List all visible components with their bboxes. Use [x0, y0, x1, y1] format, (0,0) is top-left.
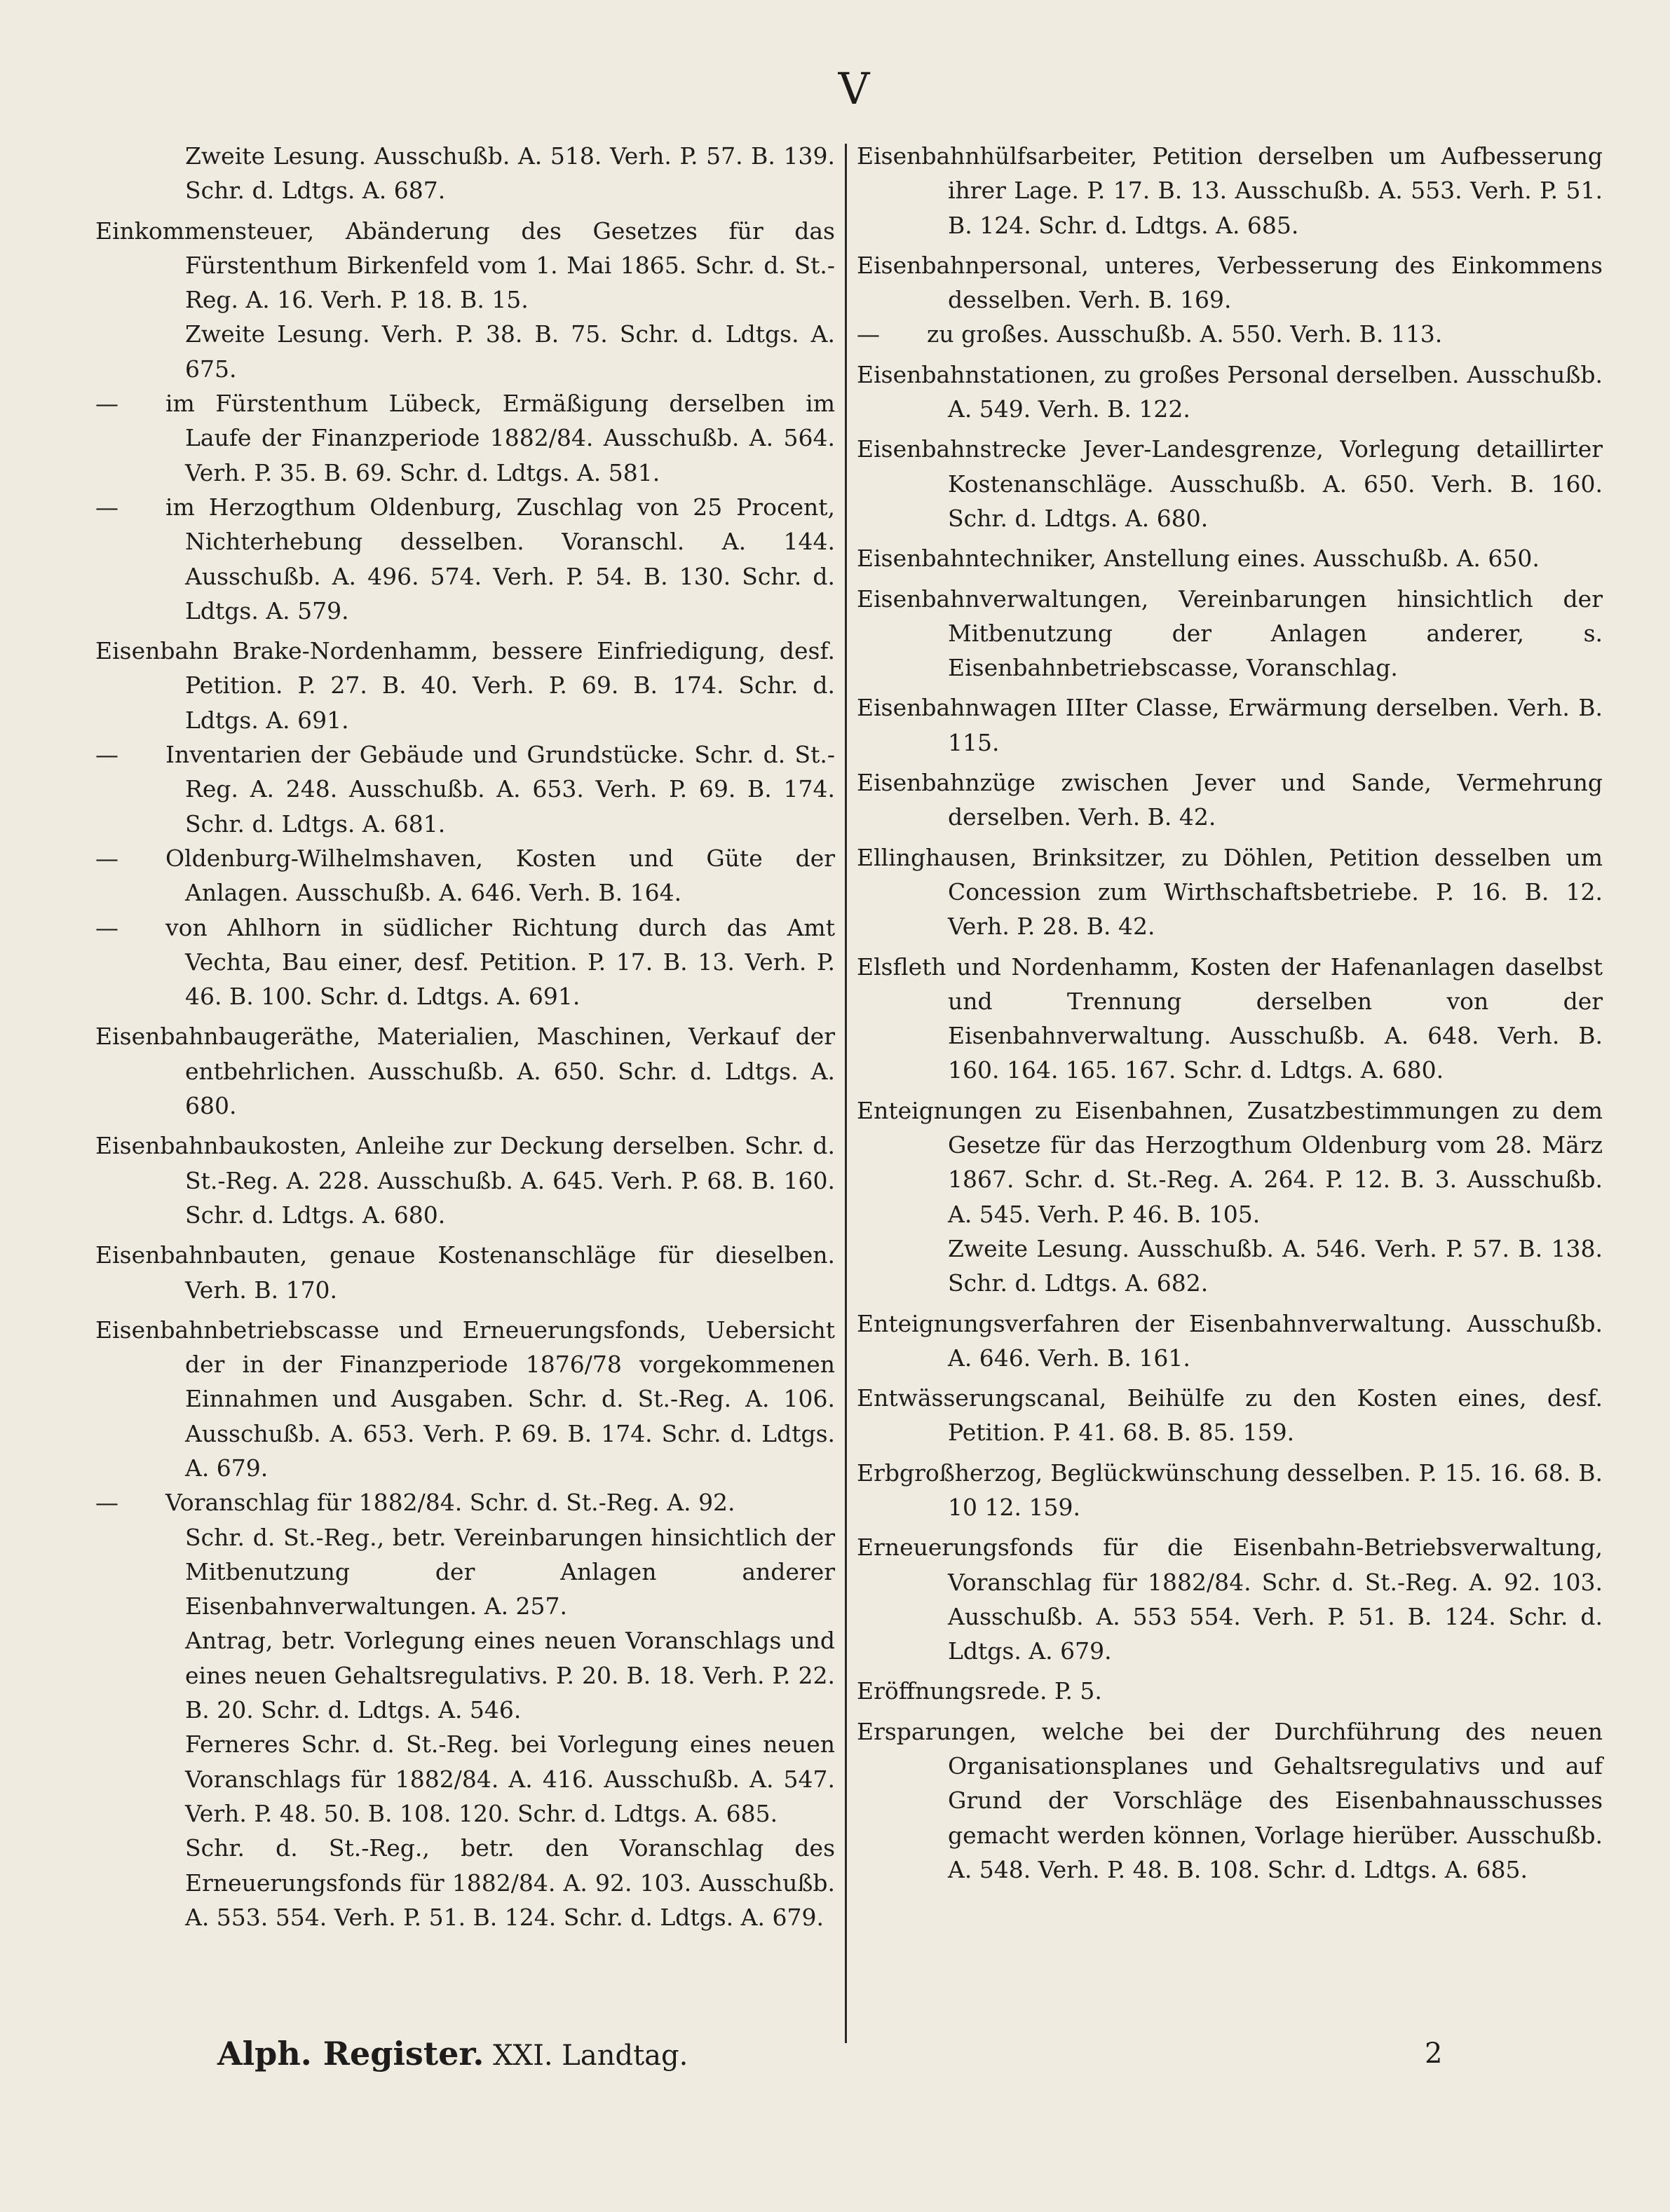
index-entry: [857, 582, 1603, 685]
ditto-dash: —: [95, 913, 118, 941]
index-entry-text: Eisenbahn Brake-Nordenhamm, bessere Einfriedigung, desf. Petition. P. 27. B. 40. Verh. P. 69. B. 174. Schr. d. Ldtgs. A. 691.: [95, 637, 835, 734]
index-entry-text: Schr. d. St.-Reg., betr. den Voranschlag des Erneuerungsfonds für 1882/84. A. 92. 103. Ausschußb. A. 553. 554. Verh. P. 51. B. 124. Schr. d. Ldtgs. A. 679.: [185, 1834, 835, 1931]
index-entry: [95, 317, 835, 386]
ditto-dash: —: [857, 320, 880, 348]
ditto-dash: —: [95, 390, 118, 418]
index-entry-text: Voranschlag für 1882/84. Schr. d. St.-Reg. A. 92.: [165, 1489, 735, 1517]
index-entry: [95, 1485, 835, 1520]
index-entry: [857, 1674, 1603, 1708]
index-entry: [857, 765, 1603, 835]
index-entry-text: Oldenburg-Wilhelmshaven, Kosten und Güte der Anlagen. Ausschußb. A. 646. Verh. B. 164.: [165, 844, 835, 907]
index-entry-text: Elsfleth und Nordenhamm, Kosten der Hafenanlagen daselbst und Trennung derselben von der Eisenbahnverwaltung. Ausschußb. A. 648. Verh. B. 160. 164. 165. 167. Schr. d. Ldtgs. A. 680.: [857, 953, 1603, 1084]
ditto-dash: —: [95, 1489, 118, 1517]
page-number: V: [838, 63, 870, 114]
index-entry-text: Erneuerungsfonds für die Eisenbahn-Betriebsverwaltung, Voranschlag für 1882/84. Schr. d. St.-Reg. A. 92. 103. Ausschußb. A. 553 554. Verh. P. 51. B. 124. Schr. d. Ldtgs. A. 679.: [857, 1534, 1603, 1665]
left-column: [95, 139, 835, 1934]
index-entry: [95, 1623, 835, 1727]
sheet-signature: 2: [1425, 2037, 1443, 2070]
index-entry: [857, 1714, 1603, 1887]
index-entry-text: Eisenbahnstrecke Jever-Landesgrenze, Vorlegung detaillirter Kostenanschläge. Ausschußb. A. 650. Verh. B. 160. Schr. d. Ldtgs. A. 680.: [857, 435, 1603, 532]
index-entry-text: Eisenbahntechniker, Anstellung eines. Ausschußb. A. 650.: [857, 545, 1540, 573]
index-entry: [857, 840, 1603, 944]
index-entry: [95, 841, 835, 910]
index-entry: [857, 1530, 1603, 1668]
index-entry-text: von Ahlhorn in südlicher Richtung durch das Amt Vechta, Bau einer, desf. Petition. P. 17. B. 13. Verh. P. 46. B. 100. Schr. d. Ldtgs. A. 691.: [165, 913, 835, 1011]
index-entry: [857, 1456, 1603, 1525]
index-entry-text: Einkommensteuer, Abänderung des Gesetzes für das Fürstenthum Birkenfeld vom 1. Mai 1865. Schr. d. St.-Reg. A. 16. Verh. P. 18. B. 15.: [95, 217, 835, 314]
index-entry: [857, 139, 1603, 243]
index-entry-text: Eisenbahnpersonal, unteres, Verbesserung des Einkommens desselben. Verh. B. 169.: [857, 251, 1603, 314]
index-entry: [95, 1727, 835, 1831]
ditto-dash: —: [95, 741, 118, 769]
index-entry-text: Zweite Lesung. Ausschußb. A. 546. Verh. P. 57. B. 138. Schr. d. Ldtgs. A. 682.: [948, 1234, 1603, 1297]
index-entry: [95, 139, 835, 208]
index-entry-text: Eisenbahnwagen IIIter Classe, Erwärmung derselben. Verh. B. 115.: [857, 694, 1603, 756]
column-divider: [845, 144, 847, 2043]
index-entry-text: Eisenbahnbaugeräthe, Materialien, Maschinen, Verkauf der entbehrlichen. Ausschußb. A. 650. Schr. d. Ldtgs. A. 680.: [95, 1023, 835, 1120]
index-entry: [95, 1831, 835, 1934]
index-entry-text: Ellinghausen, Brinksitzer, zu Döhlen, Petition desselben um Concession zum Wirthschaftsbetriebe. P. 16. B. 12. Verh. P. 28. B. 42.: [857, 843, 1603, 941]
index-entry: [857, 248, 1603, 318]
right-column: [857, 139, 1603, 1887]
index-entry-text: Eisenbahnstationen, zu großes Personal derselben. Ausschußb. A. 549. Verh. B. 122.: [857, 360, 1603, 423]
index-entry-text: Antrag, betr. Vorlegung eines neuen Voranschlags und eines neuen Gehaltsregulativs. P. 20. B. 18. Verh. P. 22. B. 20. Schr. d. Ldtgs. A. 546.: [185, 1627, 835, 1724]
index-entry: [95, 490, 835, 628]
register-label: Alph. Register.: [217, 2035, 484, 2073]
index-entry: [857, 357, 1603, 427]
index-entry-text: Enteignungen zu Eisenbahnen, Zusatzbestimmungen zu dem Gesetze für das Herzogthum Oldenburg vom 28. März 1867. Schr. d. St.-Reg. A. 264. P. 12. B. 3. Ausschußb. A. 545. Verh. P. 46. B. 105.: [857, 1096, 1603, 1228]
ditto-dash: —: [95, 844, 118, 872]
index-entry: [857, 690, 1603, 760]
index-entry: [95, 1019, 835, 1123]
index-entry-text: Schr. d. St.-Reg., betr. Vereinbarungen hinsichtlich der Mitbenutzung der Anlagen anderer Eisenbahnverwaltungen. A. 257.: [185, 1523, 835, 1620]
index-entry-text: im Herzogthum Oldenburg, Zuschlag von 25 Procent, Nichterhebung desselben. Voranschl. A. 144. Ausschußb. A. 496. 574. Verh. P. 54. B. 130. Schr. d. Ldtgs. A. 579.: [165, 493, 835, 624]
index-entry: [95, 1128, 835, 1232]
index-entry: [857, 317, 1603, 351]
index-entry: [95, 634, 835, 737]
index-entry: [857, 950, 1603, 1088]
index-entry: [857, 1306, 1603, 1376]
index-entry: [95, 910, 835, 1014]
index-entry: [857, 1093, 1603, 1231]
index-entry-text: Eisenbahnbauten, genaue Kostenanschläge für dieselben. Verh. B. 170.: [95, 1241, 835, 1304]
index-entry-text: Eisenbahnhülfsarbeiter, Petition derselben um Aufbesserung ihrer Lage. P. 17. B. 13. Ausschußb. A. 553. Verh. P. 51. B. 124. Schr. d. Ldtgs. A. 685.: [857, 142, 1603, 239]
index-entry: [95, 1238, 835, 1307]
index-entry-text: Eröffnungsrede. P. 5.: [857, 1677, 1102, 1705]
index-entry-text: Inventarien der Gebäude und Grundstücke. Schr. d. St.-Reg. A. 248. Ausschußb. A. 653. Verh. P. 69. B. 174. Schr. d. Ldtgs. A. 681.: [165, 741, 835, 838]
index-entry: [95, 737, 835, 841]
index-entry: [857, 1381, 1603, 1450]
index-entry-text: Ferneres Schr. d. St.-Reg. bei Vorlegung eines neuen Voranschlags für 1882/84. A. 416. Ausschußb. A. 547. Verh. P. 48. 50. B. 108. 120. Schr. d. Ldtgs. A. 685.: [185, 1730, 835, 1827]
ditto-dash: —: [95, 493, 118, 521]
index-entry-text: im Fürstenthum Lübeck, Ermäßigung derselben im Laufe der Finanzperiode 1882/84. Ausschußb. A. 564. Verh. P. 35. B. 69. Schr. d. Ldtgs. A. 581.: [165, 390, 835, 486]
index-entry-text: Entwässerungscanal, Beihülfe zu den Kosten eines, desf. Petition. P. 41. 68. B. 85. 159.: [857, 1384, 1603, 1447]
index-entry-text: Ersparungen, welche bei der Durchführung des neuen Organisationsplanes und Gehaltsregulativs und auf Grund der Vorschläge des Eisenbahnausschusses gemacht werden können, Vorlage hierüber. Ausschußb. A. 548. Verh. P. 48. B. 108. Schr. d. Ldtgs. A. 685.: [857, 1717, 1603, 1883]
index-entry-text: Eisenbahnbaukosten, Anleihe zur Deckung derselben. Schr. d. St.-Reg. A. 228. Ausschußb. A. 645. Verh. P. 68. B. 160. Schr. d. Ldtgs. A. 680.: [95, 1132, 835, 1229]
index-entry: [95, 1520, 835, 1624]
index-entry-text: Enteignungsverfahren der Eisenbahnverwaltung. Ausschußb. A. 646. Verh. B. 161.: [857, 1309, 1603, 1372]
index-entry: [95, 214, 835, 318]
index-entry-text: zu großes. Ausschußb. A. 550. Verh. B. 113.: [927, 320, 1443, 348]
index-entry: [95, 386, 835, 490]
page-footer: [217, 2033, 688, 2077]
index-entry: [857, 541, 1603, 575]
index-entry: [95, 1313, 835, 1485]
landtag-label: XXI. Landtag.: [493, 2040, 688, 2072]
index-entry-text: Zweite Lesung. Verh. P. 38. B. 75. Schr. d. Ldtgs. A. 675.: [185, 320, 835, 383]
index-entry: [857, 432, 1603, 535]
index-entry-text: Erbgroßherzog, Beglückwünschung desselben. P. 15. 16. 68. B. 10 12. 159.: [857, 1459, 1603, 1521]
index-entry-text: Eisenbahnbetriebscasse und Erneuerungsfonds, Uebersicht der in der Finanzperiode 1876/78 vorgekommenen Einnahmen und Ausgaben. Schr. d. St.-Reg. A. 106. Ausschußb. A. 653. Verh. P. 69. B. 174. Schr. d. Ldtgs. A. 679.: [95, 1316, 835, 1482]
index-entry-text: Zweite Lesung. Ausschußb. A. 518. Verh. P. 57. B. 139. Schr. d. Ldtgs. A. 687.: [185, 142, 835, 205]
index-entry: [857, 1231, 1603, 1301]
index-entry-text: Eisenbahnverwaltungen, Vereinbarungen hinsichtlich der Mitbenutzung der Anlagen anderer, s. Eisenbahnbetriebscasse, Voranschlag.: [857, 585, 1603, 682]
index-entry-text: Eisenbahnzüge zwischen Jever und Sande, Vermehrung derselben. Verh. B. 42.: [857, 769, 1603, 831]
